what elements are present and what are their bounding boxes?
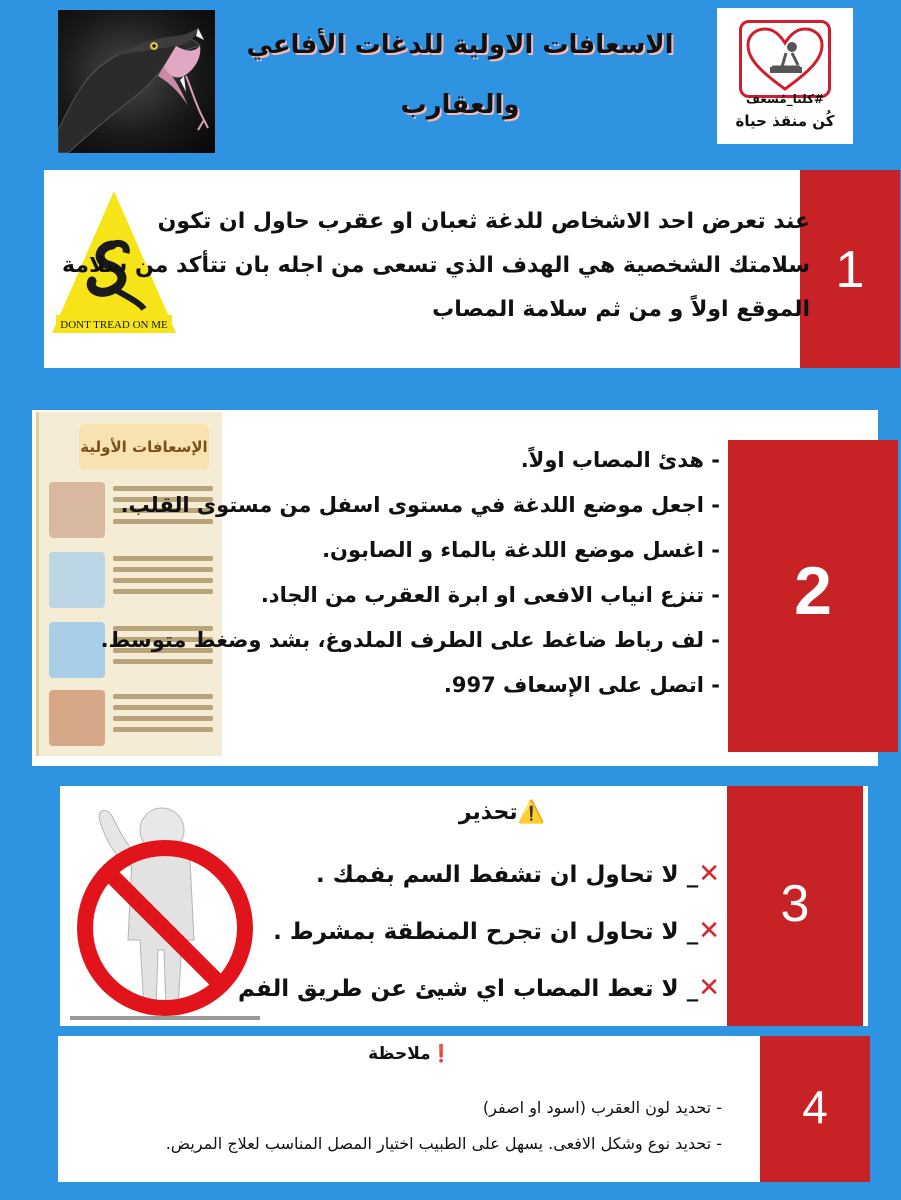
step-photo [49,482,105,538]
list-item: - اغسل موضع اللدغة بالماء و الصابون. [322,538,720,562]
logo-slogan: كُن منقذ حياة [735,112,835,130]
section-number: 4 [802,1081,828,1133]
first-aid-illustration [36,412,222,756]
section-3-number-box [727,786,863,1026]
page-title: الاسعافات الاولية للدغات الأفاعي [246,30,674,60]
snake-illustration [58,10,215,153]
prohibition-illustration [70,800,260,1020]
section-number: 1 [835,241,865,299]
exclamation-icon: ❗ [430,1044,452,1064]
warning-text: _ لا تحاول ان تشفط السم بفمك . [315,862,699,888]
x-mark-icon: ✕ [698,973,720,1003]
section-number: 2 [794,553,832,629]
x-mark-icon: ✕ [698,859,720,889]
heart-frame [739,20,831,98]
step-photo [49,690,105,746]
x-mark-icon: ✕ [698,916,720,946]
section-1-line: سلامتك الشخصية هي الهدف الذي تسعى من اجله بان تتأكد من سلامة [62,253,810,278]
section-number: 3 [780,875,810,933]
organization-logo [717,8,853,144]
list-item: - اجعل موضع اللدغة في مستوى اسفل من مستوى القلب. [120,493,720,517]
warning-item [250,846,720,903]
warnings-list [238,846,720,1017]
list-item: - هدئ المصاب اولاً. [520,448,720,472]
warning-title: تحذير [458,800,518,825]
sign-caption: DONT TREAD ON ME [60,319,168,331]
section-1-line: الموقع اولاً و من ثم سلامة المصاب [432,297,810,322]
section-4-number-box [760,1036,870,1182]
step-photo [49,622,105,678]
logo-hashtag: #كلنا_مُسعف [745,92,825,106]
list-item: - اتصل على الإسعاف 997. [443,673,720,697]
step-text [113,694,213,738]
note-title: ملاحظة [368,1044,431,1064]
first-aid-step [49,552,219,608]
warning-text: _ لا تحاول ان تجرح المنطقة بمشرط . [273,919,699,945]
note-item: - تحديد لون العقرب (اسود او اصفر) [482,1098,722,1117]
snake-photo [58,10,215,153]
list-item: - لف رباط ضاغط على الطرف الملدوغ، بشد وضغط متوسط. [100,628,720,652]
warning-item [238,960,720,1017]
step-text [113,556,213,600]
warning-text: _ لا تعط المصاب اي شيئ عن طريق الفم [238,976,699,1002]
page-subtitle: والعقارب [400,90,520,120]
step-photo [49,552,105,608]
heart-icon [742,23,828,95]
notes-list [110,1090,722,1162]
stop-sign-figure-icon [70,800,260,1020]
section-1-number-box [800,170,900,368]
section-1-line: عند تعرض احد الاشخاص للدغة ثعبان او عقرب حاول ان تكون [157,209,810,234]
note-item: - تحديد نوع وشكل الافعى. يسهل على الطبيب اختيار المصل المناسب لعلاج المريض. [165,1134,722,1153]
section-2-number-box [728,440,898,752]
warning-heading [390,800,545,825]
first-aid-step [49,690,219,746]
list-item: - تنزع انياب الافعى او ابرة العقرب من الجاد. [260,583,720,607]
warning-item [250,903,720,960]
note-heading [330,1044,490,1064]
warning-icon: ⚠️ [517,800,545,825]
first-aid-header: الإسعافات الأولية [79,424,209,470]
